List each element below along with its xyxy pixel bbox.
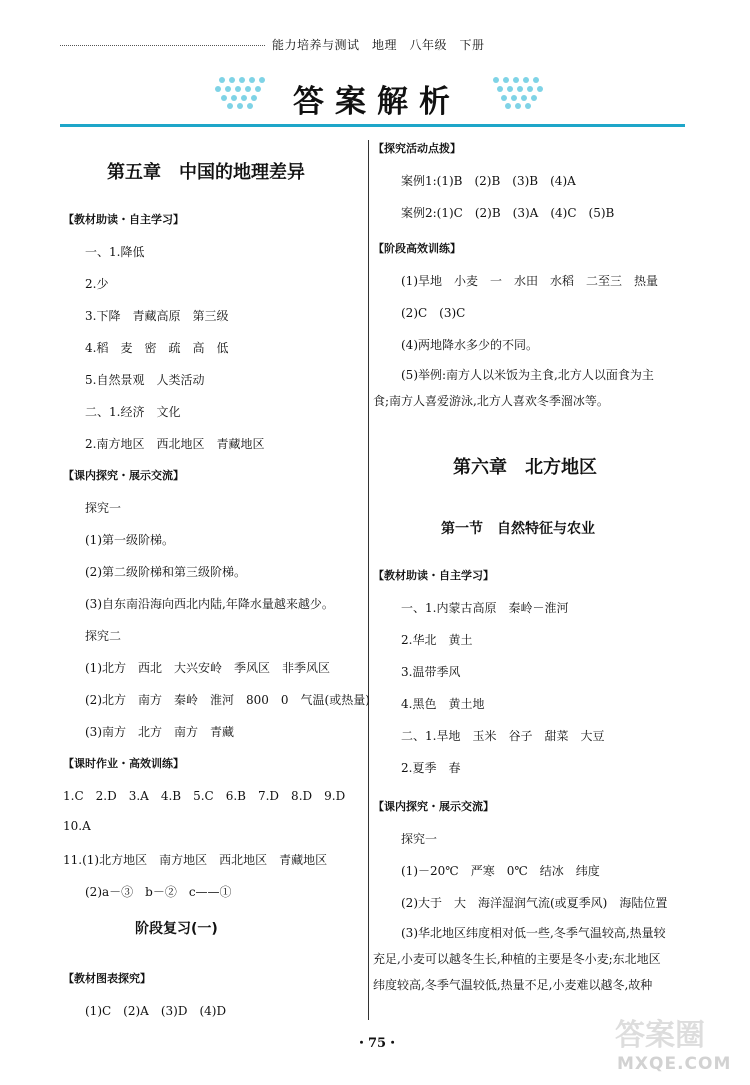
watermark-bottom-text: MXQE.COM (617, 1054, 732, 1074)
subsection-label: 探究一 (85, 501, 122, 515)
answer-line: 2.少 (85, 277, 109, 291)
answer-line: 2.华北 黄土 (401, 633, 473, 647)
chapter-six-title: 第六章 北方地区 (453, 457, 597, 478)
section-heading: 【课内探究・展示交流】 (373, 800, 494, 813)
answer-line: (2)第二级阶梯和第三级阶梯。 (85, 565, 246, 579)
answer-line: (1)C (2)A (3)D (4)D (85, 1004, 227, 1018)
answer-paragraph-line: (5)举例:南方人以米饭为主食,北方人以面食为主 (401, 368, 654, 382)
section-heading: 【课时作业・高效训练】 (63, 757, 184, 770)
subsection-label: 探究一 (401, 832, 438, 846)
section-heading: 【课内探究・展示交流】 (63, 469, 184, 482)
header-dotted-line (60, 45, 265, 46)
answer-line: 3.下降 青藏高原 第三级 (85, 309, 229, 323)
title-banner (60, 68, 685, 130)
answer-line: 一、1.降低 (85, 245, 145, 259)
answer-line: (1)第一级阶梯。 (85, 533, 174, 547)
review-title: 阶段复习(一) (135, 921, 218, 937)
watermark-logo (615, 1010, 740, 1080)
banner-rule (60, 124, 685, 127)
section-heading: 【探究活动点拨】 (373, 142, 461, 155)
watermark-top-text: 答案圈 (615, 1018, 705, 1053)
answer-line: 1.C 2.D 3.A 4.B 5.C 6.B 7.D 8.D 9.D (63, 789, 346, 803)
answer-paragraph-line: 食;南方人喜爱游泳,北方人喜欢冬季溜冰等。 (373, 394, 609, 408)
answer-paragraph-line: (3)华北地区纬度相对低一些,冬季气温较高,热量较 (401, 926, 666, 940)
answer-line: (4)两地降水多少的不同。 (401, 338, 538, 352)
answer-line: (2)北方 南方 秦岭 淮河 800 0 气温(或热量) (85, 693, 370, 707)
dot-pattern-left-icon (210, 74, 270, 110)
section-heading: 【阶段高效训练】 (373, 242, 461, 255)
section-heading: 【教材图表探究】 (63, 972, 151, 985)
column-divider (368, 140, 369, 1020)
answer-paragraph-line: 充足,小麦可以越冬生长,种植的主要是冬小麦;东北地区 (373, 952, 661, 966)
answer-line: 一、1.内蒙古高原 秦岭－淮河 (401, 601, 569, 615)
answer-line: 案例2:(1)C (2)B (3)A (4)C (5)B (401, 206, 615, 220)
subsection-label: 探究二 (85, 629, 122, 643)
section-title: 第一节 自然特征与农业 (441, 521, 595, 537)
answer-line: (1)北方 西北 大兴安岭 季风区 非季风区 (85, 661, 330, 675)
answer-line: 10.A (63, 819, 91, 833)
answer-line: (1)旱地 小麦 一 水田 水稻 二至三 热量 (401, 274, 658, 288)
answer-line: 2.南方地区 西北地区 青藏地区 (85, 437, 265, 451)
answer-line: (1)－20℃ 严寒 0℃ 结冰 纬度 (401, 864, 600, 878)
section-heading: 【教材助读・自主学习】 (63, 213, 184, 226)
answer-line: 4.稻 麦 密 疏 高 低 (85, 341, 229, 355)
running-header (60, 36, 685, 54)
answer-line: 二、1.旱地 玉米 谷子 甜菜 大豆 (401, 729, 605, 743)
answer-line: 5.自然景观 人类活动 (85, 373, 205, 387)
answer-line: (3)自东南沿海向西北内陆,年降水量越来越少。 (85, 597, 334, 611)
chapter-five-title: 第五章 中国的地理差异 (107, 162, 305, 183)
answer-line: 4.黑色 黄土地 (401, 697, 485, 711)
answer-line: 2.夏季 春 (401, 761, 461, 775)
answer-paragraph-line: 纬度较高,冬季气温较低,热量不足,小麦难以越冬,故种 (373, 978, 653, 992)
answer-line: (2)a－③ b－② c——① (85, 885, 232, 899)
answer-line: (2)大于 大 海洋湿润气流(或夏季风) 海陆位置 (401, 896, 668, 910)
dot-pattern-right-icon (488, 74, 548, 110)
answer-line: (2)C (3)C (401, 306, 466, 320)
header-text: 能力培养与测试 地理 八年级 下册 (272, 38, 485, 52)
answer-line: 11.(1)北方地区 南方地区 西北地区 青藏地区 (63, 853, 328, 867)
section-heading: 【教材助读・自主学习】 (373, 569, 494, 582)
answer-line: (3)南方 北方 南方 青藏 (85, 725, 234, 739)
answer-line: 3.温带季风 (401, 665, 461, 679)
answer-line: 案例1:(1)B (2)B (3)B (4)A (401, 174, 576, 188)
page-number: ・75・ (355, 1036, 400, 1051)
banner-title: 答案解析 (293, 84, 461, 120)
answer-line: 二、1.经济 文化 (85, 405, 181, 419)
